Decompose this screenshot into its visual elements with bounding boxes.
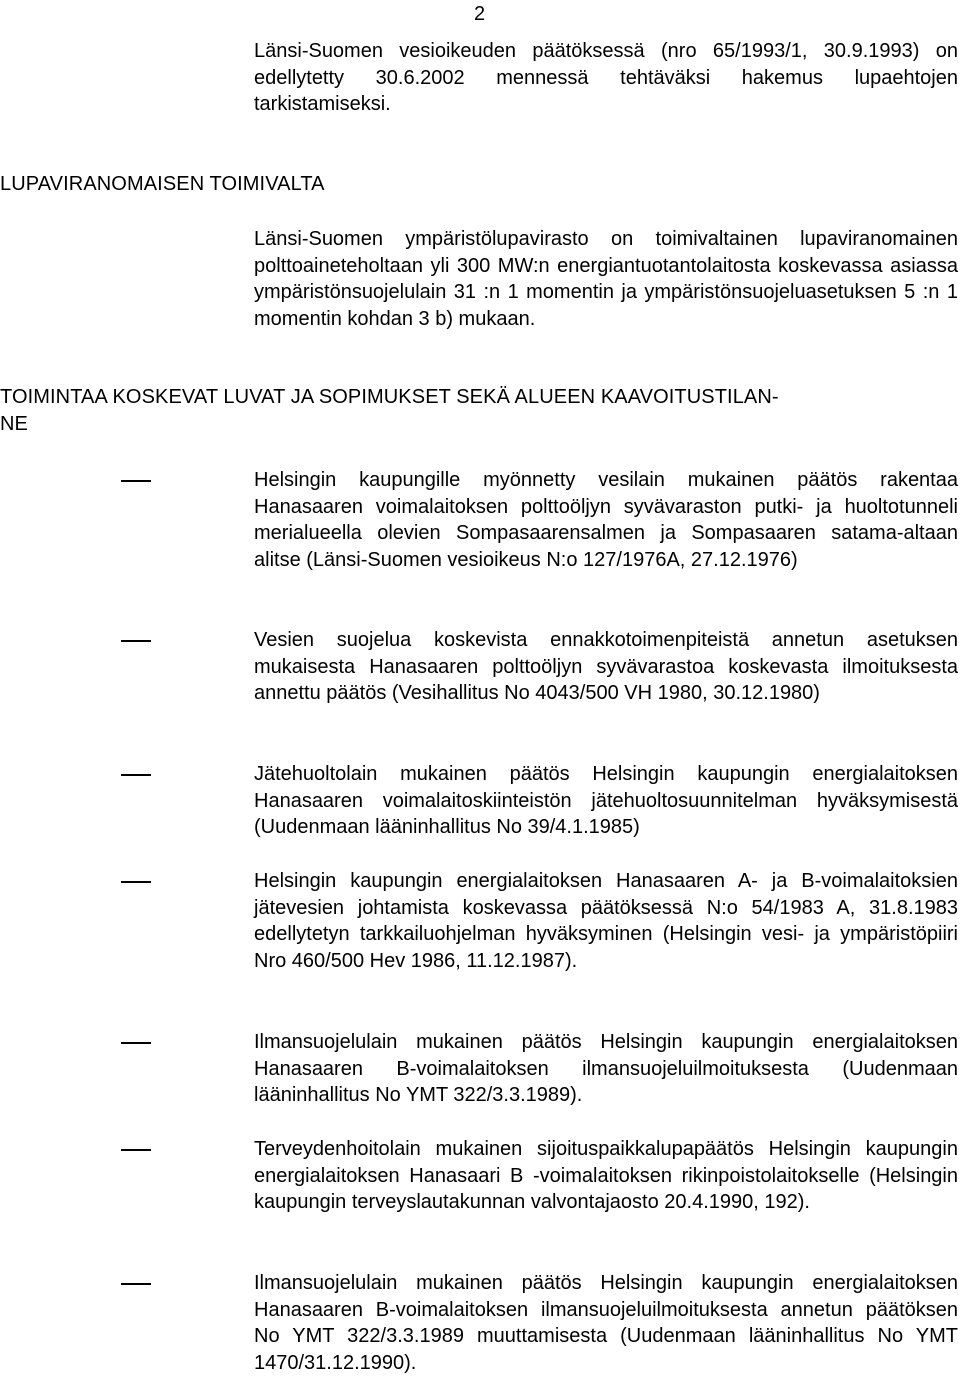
section-heading-authority: LUPAVIRANOMAISEN TOIMIVALTA: [0, 173, 325, 195]
page-number: 2: [474, 3, 486, 25]
authority-paragraph: Länsi-Suomen ympäristölupavirasto on toimivaltainen lupaviranomainen polttoaineteholtaan yli 300 MW:n energiantuotantolaitosta koskevassa asiassa ympäristönsuojelulain 31 :n 1 momentin ja ympäristönsuojeluasetuksen 5 :n 1 momentin kohdan 3 b) mukaan.: [254, 228, 958, 330]
section-heading-permits-line1: TOIMINTAA KOSKEVAT LUVAT JA SOPIMUKSET SEKÄ ALUEEN KAAVOITUSTILAN-: [0, 386, 779, 408]
bullet-dash: [121, 480, 151, 482]
bullet-dash: [121, 1042, 151, 1044]
bullet-dash: [121, 1283, 151, 1285]
section-heading-permits-line2: NE: [0, 412, 28, 435]
list-item-text: Ilmansuojelulain mukainen päätös Helsingin kaupungin energialaitoksen Hanasaaren B-voimalaitoksen ilmansuojeluilmoituksesta (Uudenmaan lääninhallitus No YMT 322/3.3.1989).: [254, 1031, 958, 1107]
bullet-dash: [121, 1149, 151, 1151]
list-item-text: Helsingin kaupungille myönnetty vesilain mukainen päätös rakentaa Hanasaaren voimalaitoksen polttoöljyn syvävaraston putki- ja huoltotunneli merialueella olevien Sompasaarensalmen ja Sompasaaren satama-altaan alitse (Länsi-Suomen vesioikeus N:o 127/1976A, 27.12.1976): [254, 469, 958, 571]
bullet-dash: [121, 640, 151, 642]
section-heading-permits: [0, 384, 958, 437]
intro-paragraph: Länsi-Suomen vesioikeuden päätöksessä (nro 65/1993/1, 30.9.1993) on edellytetty 30.6.2002 mennessä tehtäväksi hakemus lupaehtojen tarkistamiseksi.: [254, 40, 958, 116]
bullet-dash: [121, 881, 151, 883]
list-item-text: Jätehuoltolain mukainen päätös Helsingin kaupungin energialaitoksen Hanasaaren voimalaitoskiinteistön jätehuoltosuunnitelman hyväksymisestä (Uudenmaan lääninhallitus No 39/4.1.1985): [254, 763, 958, 839]
list-item-text: Helsingin kaupungin energialaitoksen Hanasaaren A- ja B-voimalaitoksien jätevesien johtamista koskevassa päätöksessä N:o 54/1983 A, 31.8.1983 edellytetyn tarkkailuohjelman hyväksyminen (Helsingin vesi- ja ympäristöpiiri Nro 460/500 Hev 1986, 11.12.1987).: [254, 870, 958, 972]
list-item-text: Terveydenhoitolain mukainen sijoituspaikkalupapäätös Helsingin kaupungin energialaitoksen Hanasaari B -voimalaitoksen rikinpoistolaitokselle (Helsingin kaupungin terveyslautakunnan valvontajaosto 20.4.1990, 192).: [254, 1138, 958, 1214]
bullet-dash: [121, 774, 151, 776]
list-item-text: Ilmansuojelulain mukainen päätös Helsingin kaupungin energialaitoksen Hanasaaren B-voimalaitoksen ilmansuojeluilmoituksesta annetun päätöksen No YMT 322/3.3.1989 muuttamisesta (Uudenmaan lääninhallitus No YMT 1470/31.12.1990).: [254, 1272, 958, 1374]
list-item-text: Vesien suojelua koskevista ennakkotoimenpiteistä annetun asetuksen mukaisesta Hanasaaren polttoöljyn syvävarastoa koskevasta ilmoituksesta annettu päätös (Vesihallitus No 4043/500 VH 1980, 30.12.1980): [254, 629, 958, 705]
